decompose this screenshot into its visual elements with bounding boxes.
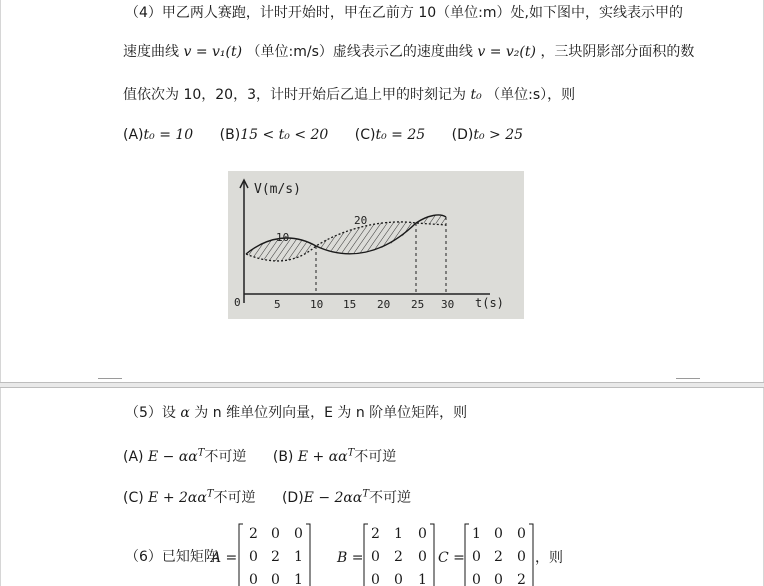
origin-label: 0: [234, 296, 241, 309]
matrix-b-cell: 0: [418, 549, 427, 565]
option-sup: T: [362, 488, 370, 499]
matrix-a-cell: 0: [249, 572, 258, 586]
q5-options-row-1: [123, 443, 418, 467]
matrix-c-name: C =: [438, 550, 465, 566]
area-label-1: 10: [276, 231, 290, 244]
option-math: E + αα: [297, 448, 348, 465]
q5-option-c[interactable]: [123, 490, 256, 506]
q5-text: （5）设: [125, 405, 176, 421]
matrix-a-cell: 1: [294, 572, 303, 586]
matrix-a-left-bracket: [239, 524, 243, 586]
q4-stem-text: （4）甲乙两人赛跑，计时开始时，甲在乙前方 10（单位:m）处,如下图中，实线表示甲的: [125, 5, 683, 21]
q5-text: 为 n 维单位列向量，E 为 n 阶单位矩阵，则: [194, 405, 468, 421]
matrix-b-name: B =: [337, 550, 364, 566]
option-label: (C): [123, 489, 144, 506]
matrix-b-right-bracket: [430, 524, 434, 586]
matrix-a-cell: 0: [271, 526, 280, 542]
q4-line-2: [123, 42, 694, 62]
matrix-b-cell: 2: [371, 526, 380, 542]
matrix-a-right-bracket: [306, 524, 310, 586]
formula-v1: v = v₁(t): [183, 44, 243, 60]
matrix-c-cell: 0: [494, 572, 503, 586]
velocity-graph-figure: [228, 171, 524, 319]
x-axis-label: t(s): [475, 296, 504, 310]
matrix-c-left-bracket: [465, 524, 469, 586]
q4-text: 速度曲线: [123, 44, 179, 60]
matrix-b-cell: 2: [394, 549, 403, 565]
option-math: E + 2αα: [148, 489, 207, 506]
matrix-a-cell: 0: [271, 572, 280, 586]
q6-matrices: [211, 520, 563, 586]
matrix-a-name: A =: [211, 550, 238, 566]
matrix-c-cell: 0: [494, 526, 503, 542]
q4-option-d[interactable]: [452, 127, 523, 143]
q5-line-1: [125, 403, 467, 423]
x-tick-15: 15: [343, 298, 357, 311]
q4-option-b[interactable]: [220, 127, 329, 143]
option-text: 不可逆: [369, 489, 412, 506]
option-sup: T: [347, 447, 355, 458]
area-label-2: 20: [354, 214, 368, 227]
option-label: (B): [272, 448, 294, 465]
option-text: 不可逆: [354, 448, 397, 465]
matrix-b-cell: 0: [394, 572, 403, 586]
option-math: 15 < t₀ < 20: [240, 127, 329, 143]
option-math: t₀ > 25: [473, 127, 524, 143]
matrix-a-cell: 2: [271, 549, 280, 565]
option-text: 不可逆: [213, 489, 256, 506]
option-label: (B): [219, 127, 241, 143]
q4-option-a[interactable]: [123, 127, 193, 143]
x-tick-20: 20: [377, 298, 391, 311]
q4-text: 值依次为 10，20，3，计时开始后乙追上甲的时刻记为: [123, 87, 466, 103]
matrix-a-cell: 0: [294, 526, 303, 542]
matrix-c-right-bracket: [529, 524, 533, 586]
option-label: (D): [451, 127, 474, 143]
q5-options-row-2: [123, 484, 433, 508]
q5-option-a[interactable]: [123, 449, 246, 465]
option-label: (D): [281, 489, 304, 506]
option-math: E − αα: [147, 448, 198, 465]
x-tick-5: 5: [274, 298, 281, 311]
matrix-b-cell: 0: [371, 549, 380, 565]
formula-t0: t₀: [470, 87, 482, 103]
option-label: (C): [354, 127, 376, 143]
q4-text: （单位:m/s）虚线表示乙的速度曲线: [246, 44, 473, 60]
x-tick-30: 30: [441, 298, 455, 311]
option-sup: T: [197, 447, 205, 458]
matrix-b-cell: 0: [418, 526, 427, 542]
matrix-c-cell: 2: [517, 572, 526, 586]
matrix-c-cell: 1: [472, 526, 481, 542]
option-math: E − 2αα: [303, 489, 363, 506]
x-tick-25: 25: [411, 298, 425, 311]
q4-text: ，三块阴影部分面积的数: [540, 44, 695, 60]
option-text: 不可逆: [204, 448, 247, 465]
q4-text: （单位:s），则: [486, 87, 576, 103]
q4-options: [123, 125, 545, 145]
option-math: t₀ = 10: [143, 127, 194, 143]
option-sup: T: [206, 488, 214, 499]
matrix-c-cell: 0: [472, 572, 481, 586]
document-page-2: [0, 388, 764, 586]
q4-line-1: [125, 3, 683, 23]
matrix-b-cell: 1: [394, 526, 403, 542]
matrix-a-cell: 0: [249, 549, 258, 565]
y-axis-label: V(m/s): [254, 182, 301, 197]
q4-option-c[interactable]: [355, 127, 425, 143]
matrix-b-left-bracket: [364, 524, 368, 586]
matrix-c-cell: 2: [494, 549, 503, 565]
q6-prefix: （6）已知矩阵: [125, 549, 218, 565]
matrix-c-cell: 0: [517, 549, 526, 565]
matrix-c-cell: 0: [517, 526, 526, 542]
q4-line-3: [123, 85, 575, 105]
formula-v2: v = v₂(t): [477, 44, 536, 60]
option-math: t₀ = 25: [375, 127, 426, 143]
x-tick-10: 10: [310, 298, 324, 311]
option-label: (A): [123, 127, 144, 143]
matrix-a-cell: 1: [294, 549, 303, 565]
formula-alpha: α: [180, 405, 190, 421]
q6-suffix: ，则: [535, 550, 563, 566]
q5-option-d[interactable]: [282, 490, 411, 506]
q6-prefix-line: [125, 547, 218, 567]
option-label: (A): [123, 448, 144, 465]
matrix-a-cell: 2: [249, 526, 258, 542]
matrix-b-cell: 0: [371, 572, 380, 586]
matrix-c-cell: 0: [472, 549, 481, 565]
q5-option-b[interactable]: [273, 449, 396, 465]
matrix-b-cell: 1: [418, 572, 427, 586]
